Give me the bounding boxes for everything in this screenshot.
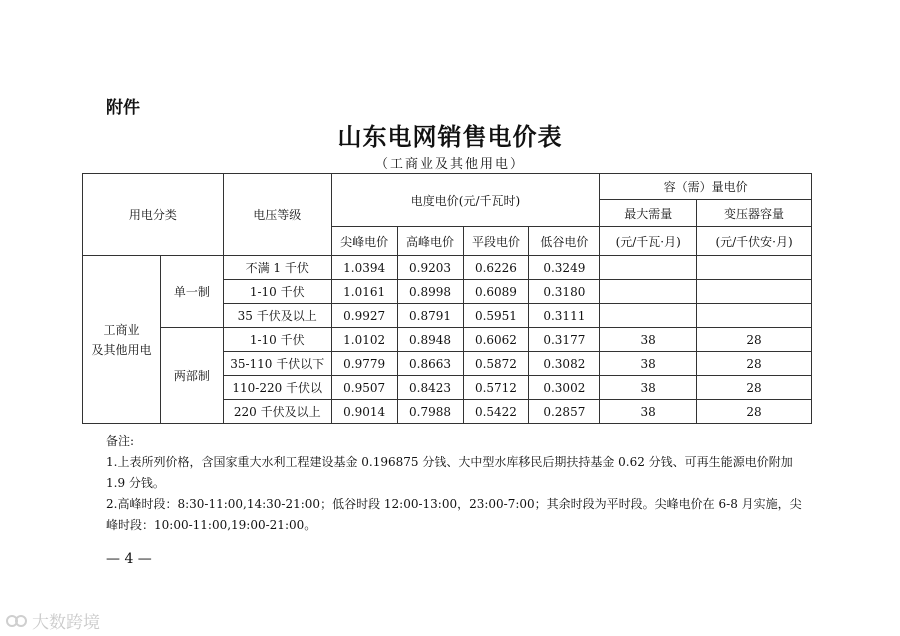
header-transformer-unit: (元/千伏安·月) bbox=[697, 227, 812, 256]
note-1: 1.上表所列价格，含国家重大水利工程建设基金 0.196875 分钱、大中型水库移民后期扶持基金 0.62 分钱、可再生能源电价附加 1.9 分钱。 bbox=[106, 455, 793, 490]
header-voltage: 电压等级 bbox=[223, 174, 331, 256]
valley-cell: 0.3249 bbox=[529, 256, 600, 280]
table-row bbox=[83, 256, 812, 280]
flat-cell: 0.6089 bbox=[463, 280, 529, 304]
voltage-cell: 35-110 千伏以下 bbox=[223, 352, 331, 376]
header-flat: 平段电价 bbox=[463, 227, 529, 256]
voltage-cell: 110-220 千伏以 bbox=[223, 376, 331, 400]
table-row bbox=[83, 328, 812, 352]
valley-cell: 0.3180 bbox=[529, 280, 600, 304]
category-cell bbox=[83, 256, 161, 424]
max-demand-cell: 38 bbox=[600, 328, 697, 352]
watermark bbox=[6, 608, 100, 633]
peak-top-cell: 0.9779 bbox=[331, 352, 397, 376]
document-title: 山东电网销售电价表 bbox=[337, 123, 563, 151]
peak-cell: 0.8948 bbox=[397, 328, 463, 352]
header-valley: 低谷电价 bbox=[529, 227, 600, 256]
document-subtitle: （工商业及其他用电） bbox=[374, 157, 525, 172]
transformer-cell: 28 bbox=[697, 328, 812, 352]
notes-section bbox=[106, 431, 806, 536]
peak-top-cell: 1.0102 bbox=[331, 328, 397, 352]
voltage-cell: 220 千伏及以上 bbox=[223, 400, 331, 424]
transformer-cell bbox=[697, 256, 812, 280]
voltage-cell: 1-10 千伏 bbox=[223, 328, 331, 352]
two-part-system-cell: 两部制 bbox=[160, 328, 223, 424]
electricity-price-table bbox=[82, 173, 812, 424]
max-demand-cell bbox=[600, 280, 697, 304]
valley-cell: 0.3002 bbox=[529, 376, 600, 400]
max-demand-cell bbox=[600, 304, 697, 328]
valley-cell: 0.3177 bbox=[529, 328, 600, 352]
peak-cell: 0.9203 bbox=[397, 256, 463, 280]
peak-cell: 0.7988 bbox=[397, 400, 463, 424]
valley-cell: 0.3082 bbox=[529, 352, 600, 376]
flat-cell: 0.5422 bbox=[463, 400, 529, 424]
transformer-cell: 28 bbox=[697, 376, 812, 400]
valley-cell: 0.2857 bbox=[529, 400, 600, 424]
watermark-text: 大数跨境 bbox=[32, 613, 100, 633]
peak-cell: 0.8423 bbox=[397, 376, 463, 400]
header-max-demand: 最大需量 bbox=[600, 200, 697, 227]
header-max-demand-unit: (元/千瓦·月) bbox=[600, 227, 697, 256]
category-line-1: 工商业 bbox=[103, 322, 140, 337]
transformer-cell: 28 bbox=[697, 352, 812, 376]
max-demand-cell: 38 bbox=[600, 352, 697, 376]
peak-cell: 0.8663 bbox=[397, 352, 463, 376]
header-energy-price: 电度电价(元/千瓦时) bbox=[331, 174, 600, 227]
peak-top-cell: 0.9507 bbox=[331, 376, 397, 400]
header-peak-top: 尖峰电价 bbox=[331, 227, 397, 256]
header-category: 用电分类 bbox=[83, 174, 224, 256]
voltage-cell: 35 千伏及以上 bbox=[223, 304, 331, 328]
notes-heading: 备注: bbox=[106, 434, 135, 448]
flat-cell: 0.6062 bbox=[463, 328, 529, 352]
peak-top-cell: 1.0394 bbox=[331, 256, 397, 280]
peak-top-cell: 0.9014 bbox=[331, 400, 397, 424]
flat-cell: 0.5872 bbox=[463, 352, 529, 376]
transformer-cell bbox=[697, 304, 812, 328]
page-number: — 4 — bbox=[106, 551, 152, 567]
transformer-cell: 28 bbox=[697, 400, 812, 424]
peak-top-cell: 1.0161 bbox=[331, 280, 397, 304]
header-capacity-price: 容（需）量电价 bbox=[600, 174, 812, 200]
flat-cell: 0.5951 bbox=[463, 304, 529, 328]
single-system-cell: 单一制 bbox=[160, 256, 223, 328]
voltage-cell: 不满 1 千伏 bbox=[223, 256, 331, 280]
watermark-logo-icon bbox=[6, 613, 28, 629]
header-transformer-capacity: 变压器容量 bbox=[697, 200, 812, 227]
peak-cell: 0.8998 bbox=[397, 280, 463, 304]
transformer-cell bbox=[697, 280, 812, 304]
flat-cell: 0.5712 bbox=[463, 376, 529, 400]
flat-cell: 0.6226 bbox=[463, 256, 529, 280]
valley-cell: 0.3111 bbox=[529, 304, 600, 328]
max-demand-cell bbox=[600, 256, 697, 280]
max-demand-cell: 38 bbox=[600, 376, 697, 400]
peak-cell: 0.8791 bbox=[397, 304, 463, 328]
voltage-cell: 1-10 千伏 bbox=[223, 280, 331, 304]
note-2: 2.高峰时段：8:30-11:00,14:30-21:00；低谷时段 12:00-13:00，23:00-7:00；其余时段为平时段。尖峰电价在 6-8 月实施，尖峰时段：10:00-11:00,19:00-21:00。 bbox=[106, 497, 802, 532]
attachment-label: 附件 bbox=[106, 98, 140, 118]
max-demand-cell: 38 bbox=[600, 400, 697, 424]
header-peak: 高峰电价 bbox=[397, 227, 463, 256]
category-line-2: 及其他用电 bbox=[91, 342, 152, 357]
peak-top-cell: 0.9927 bbox=[331, 304, 397, 328]
